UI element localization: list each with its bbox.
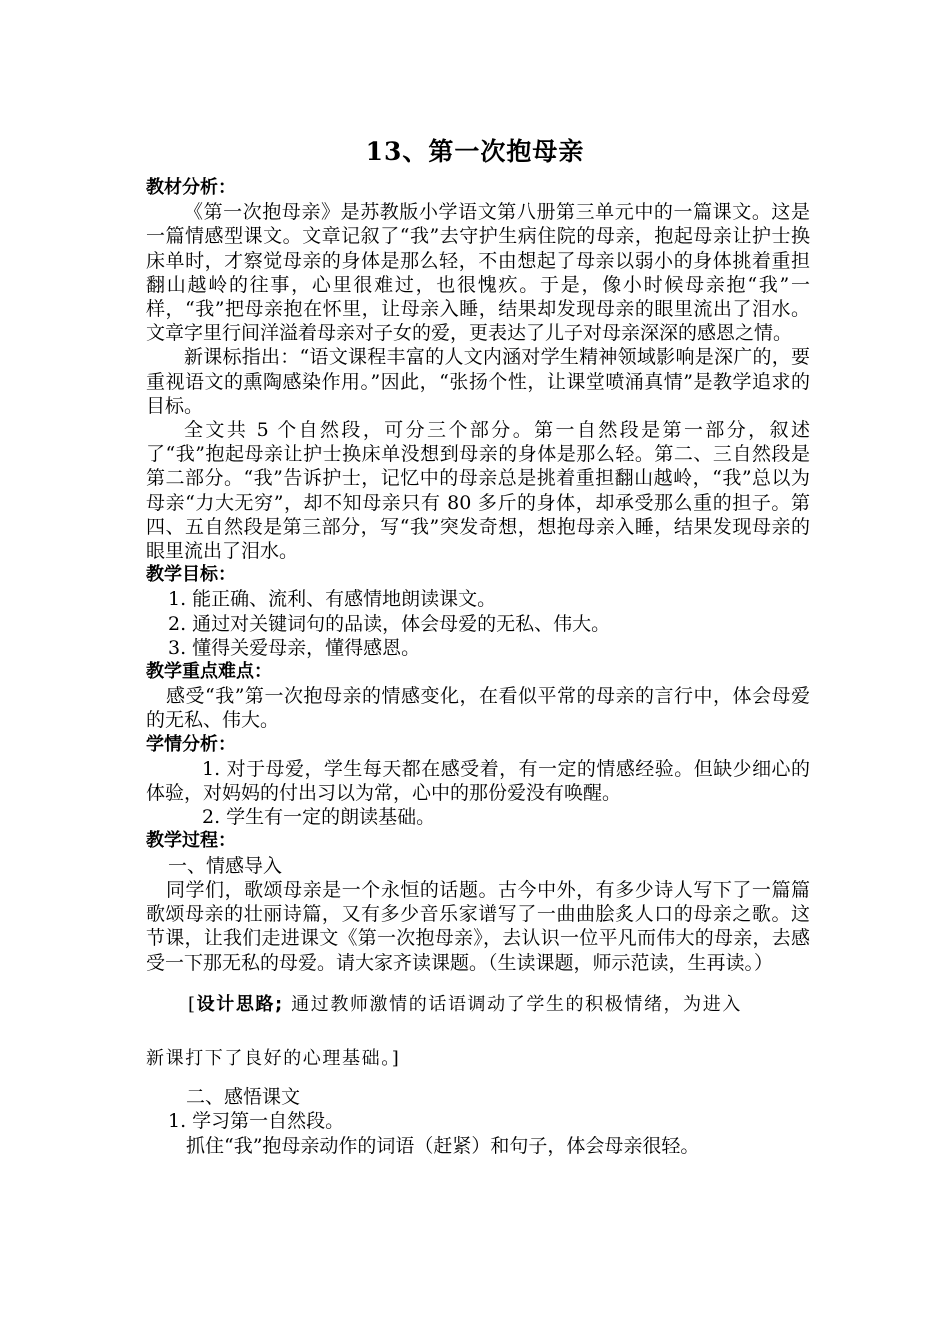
page-title: 13、第一次抱母亲: [365, 137, 585, 166]
design-note: [146, 993, 810, 1017]
student-analysis-item: 1. 对于母爱，学生每天都在感受着，有一定的情感经验。但缺少细心的体验，对妈妈的付出习以为常，心中的那份爱没有唤醒。: [146, 757, 810, 805]
step-1-paragraph: 同学们，歌颂母亲是一个永恒的话题。古今中外，有多少诗人写下了一篇篇歌颂母亲的壮丽诗篇，又有多少音乐家谱写了一曲曲脍炙人口的母亲之歌。这节课，让我们走进课文《第一次抱母亲》，去认识一位平凡而伟大的母亲，去感受一下那无私的母爱。请大家齐读课题。（生读课题，师示范读，生再读。）: [146, 878, 810, 974]
student-analysis-heading: 学情分析：: [146, 733, 236, 755]
step-2-title: 二、感悟课文: [186, 1086, 301, 1109]
analysis-paragraph-2: 新课标指出：“语文课程丰富的人文内涵对学生精神领域影响是深广的，要重视语文的熏陶感染作用。”因此，“张扬个性，让课堂喷涌真情”是教学追求的目标。: [146, 346, 810, 417]
analysis-paragraph-1: 《第一次抱母亲》是苏教版小学语文第八册第三单元中的一篇课文。这是一篇情感型课文。文章记叙了“我”去守护生病住院的母亲，抱起母亲让护士换床单时，才察觉母亲的身体是那么轻，不由想起了母亲以弱小的身体挑着重担翻山越岭的往事，心里很难过，也很愧疚。于是，像小时候母亲抱“我”一样，“我”把母亲抱在怀里，让母亲入睡，结果却发现母亲的眼里流出了泪水。文章字里行间洋溢着母亲对子女的爱，更表达了儿子对母亲深深的感恩之情。: [146, 201, 810, 345]
step-1-title: 一、情感导入: [168, 854, 283, 877]
document-body: [146, 176, 810, 1158]
student-analysis-item: 2. 学生有一定的朗读基础。: [202, 806, 436, 829]
step-2-item: 1. 学习第一自然段。: [168, 1110, 345, 1133]
design-text: 通过教师激情的话语调动了学生的积极情绪，为进入: [283, 993, 742, 1015]
analysis-heading: 教材分析：: [146, 177, 236, 198]
design-label: 设计思路;: [196, 993, 284, 1015]
goal-item: 1. 能正确、流利、有感情地朗读课文。: [168, 588, 497, 611]
analysis-paragraph-3: 全文共 5 个自然段，可分三个部分。第一自然段是第一部分，叙述了“我”抱起母亲让护士换床单没想到母亲的身体是那么轻。第二、三自然段是第二部分。“我”告诉护士，记忆中的母亲总是挑着重担翻山越岭，“我”总以为母亲“力大无穷”，却不知母亲只有 80 多斤的身体，却承受那么重的担子。第四、五自然段是第三部分，写“我”突发奇想，想抱母亲入睡，结果发现母亲的眼里流出了泪水。: [146, 419, 810, 563]
process-heading: 教学过程：: [146, 830, 236, 852]
goals-heading: 教学目标：: [146, 564, 236, 586]
design-bracket: [: [188, 993, 197, 1015]
goal-item: 3. 懂得关爱母亲，懂得感恩。: [168, 636, 421, 659]
key-points-heading: 教学重点难点：: [146, 661, 272, 683]
key-points-paragraph: 感受“我”第一次抱母亲的情感变化，在看似平常的母亲的言行中，体会母爱的无私、伟大。: [146, 685, 810, 732]
design-note-continued: 新课打下了良好的心理基础。]: [146, 1047, 401, 1069]
goal-item: 2. 通过对关键词句的品读，体会母爱的无私、伟大。: [168, 612, 611, 635]
step-2-paragraph: 抓住“我”抱母亲动作的词语（赶紧）和句子，体会母亲很轻。: [186, 1134, 700, 1157]
